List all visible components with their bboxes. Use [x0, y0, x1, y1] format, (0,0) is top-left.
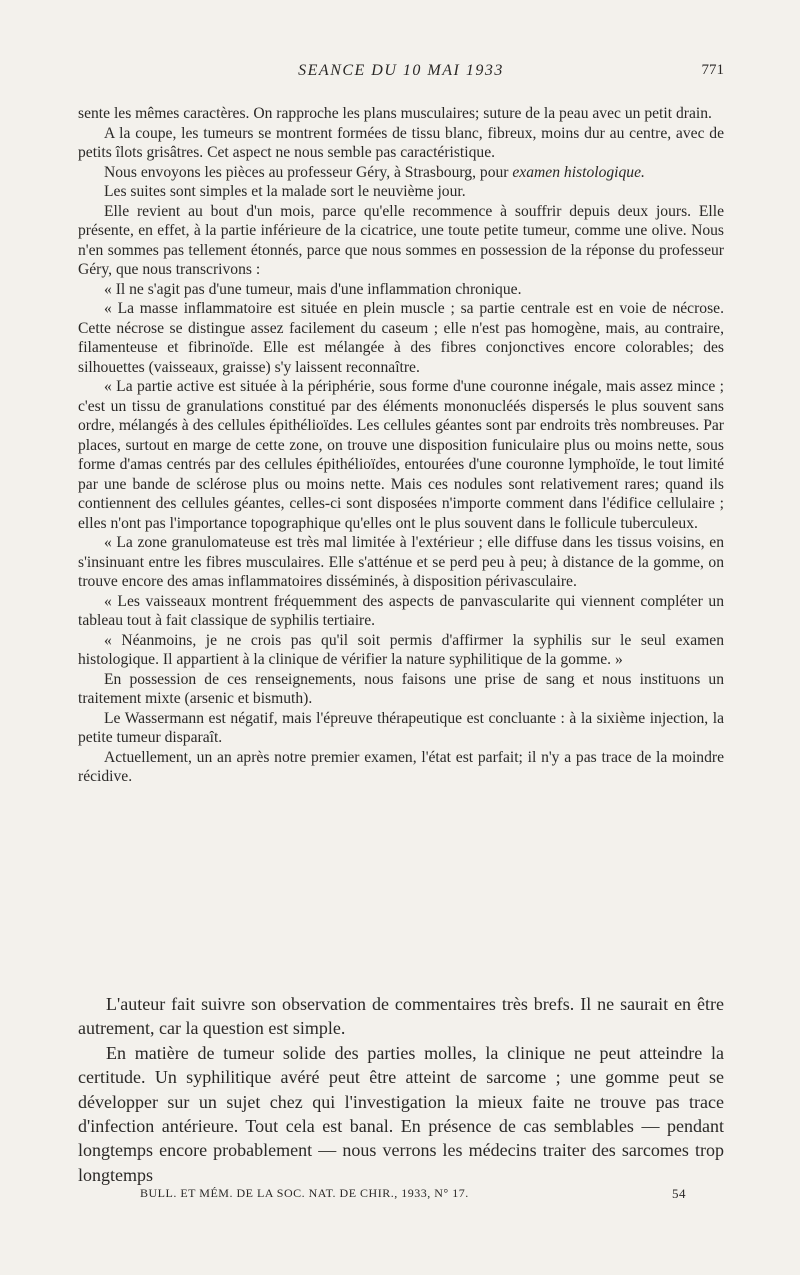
quoted-paragraph: « La zone granulomateuse est très mal limitée à l'extérieur ; elle diffuse dans les tissus voisins, en s'insinuant entre les fibres musculaires. Elle s'atténue et se perd peu à peu; à distance de la gomme, on trouve encore des amas inflammatoires disséminés, à disposition périvasculaire. — [78, 534, 724, 590]
quoted-paragraph: « Les vaisseaux montrent fréquemment des aspects de panvascularite qui viennent compléter un tableau tout à fait classique de syphilis tertiaire. — [78, 592, 724, 629]
journal-citation: BULL. ET MÉM. DE LA SOC. NAT. DE CHIR., 1933, N° 17. — [140, 1186, 469, 1200]
paragraph: Le Wassermann est négatif, mais l'épreuve thérapeutique est concluante : à la sixième injection, la petite tumeur disparaît. — [78, 709, 724, 746]
paragraph — [78, 163, 724, 183]
page-footer — [140, 1186, 686, 1206]
paragraph-text: Nous envoyons les pièces au professeur Géry, à Strasbourg, pour — [104, 163, 513, 181]
running-head — [78, 62, 724, 84]
quoted-paragraph: « La partie active est située à la périphérie, sous forme d'une couronne inégale, mais assez mince ; c'est un tissu de granulations constitué par des éléments mononucléés dispersés le plus souvent sans ordre, mélangés à des cellules épithélioïdes. Les cellules géantes sont par endroits très nombreuses. Par places, surtout en marge de cette zone, on trouve une disposition funiculaire plus ou moins nette, sous forme d'amas centrés par des cellules épithélioïdes, entourées d'une couronne lymphoïde, le tout limité par une bande de sclérose plus ou moins nette. Mais ces nodules sont relativement rares; quand ils contiennent des cellules géantes, celles-ci sont disposées n'importe comment dans l'édifice cellulaire ; elles n'ont pas l'importance topographique qu'elles ont le plus souvent dans le follicule tuberculeux. — [78, 378, 724, 532]
quoted-paragraph: « La masse inflammatoire est située en plein muscle ; sa partie centrale est en voie de nécrose. Cette nécrose se distingue assez facilement du caseum ; elle n'est pas homogène, mais, au contraire, filamenteuse et fibrinoïde. Elle est mélangée à des fibres conjonctives encore colorables; des silhouettes (vaisseaux, graisse) s'y laissent reconnaître. — [78, 300, 724, 376]
paragraph-italic-text: examen histologique. — [512, 163, 645, 181]
page-number: 771 — [701, 62, 724, 78]
commentary-paragraph: L'auteur fait suivre son observation de commentaires très brefs. Il ne saurait en être autrement, car la question est simple. — [78, 994, 724, 1039]
paragraph: A la coupe, les tumeurs se montrent formées de tissu blanc, fibreux, moins dur au centre, avec de petits îlots grisâtres. Cet aspect ne nous semble pas caractéristique. — [78, 124, 724, 161]
paragraph: En possession de ces renseignements, nous faisons une prise de sang et nous instituons un traitement mixte (arsenic et bismuth). — [78, 670, 724, 707]
paragraph: Les suites sont simples et la malade sort le neuvième jour. — [104, 183, 466, 200]
paragraph: Elle revient au bout d'un mois, parce qu'elle recommence à souffrir depuis deux jours. Elle présente, en effet, à la partie inférieure de la cicatrice, une toute petite tumeur, comme une olive. Nous n'en sommes pas tellement étonnés, parce que nous sommes en possession de la réponse du professeur Géry, que nous transcrivons : — [78, 202, 724, 278]
paragraph: Actuellement, un an après notre premier examen, l'état est parfait; il n'y a pas trace de la moindre récidive. — [78, 748, 724, 785]
quoted-paragraph: « Il ne s'agit pas d'une tumeur, mais d'une inflammation chronique. — [104, 280, 522, 298]
running-title: SEANCE DU 10 MAI 1933 — [298, 62, 504, 79]
case-report-text — [78, 104, 724, 787]
paragraph: sente les mêmes caractères. On rapproche les plans musculaires; suture de la peau avec un petit drain. — [78, 105, 712, 122]
quoted-paragraph: « Néanmoins, je ne crois pas qu'il soit permis d'affirmer la syphilis sur le seul examen histologique. Il appartient à la clinique de vérifier la nature syphilitique de la gomme. » — [78, 631, 724, 668]
commentary-paragraph: En matière de tumeur solide des parties molles, la clinique ne peut atteindre la certitude. Un syphilitique avéré peut être atteint de sarcome ; une gomme peut se développer sur un sujet chez qui l'investigation la mieux faite ne trouve pas trace d'infection antérieure. Tout cela est banal. En présence de cas semblables — pendant longtemps encore probablement — nous verrons les médecins traiter des sarcomes trop longtemps — [78, 1042, 724, 1185]
signature-folio: 54 — [672, 1186, 686, 1201]
commentary-text — [78, 992, 724, 1187]
